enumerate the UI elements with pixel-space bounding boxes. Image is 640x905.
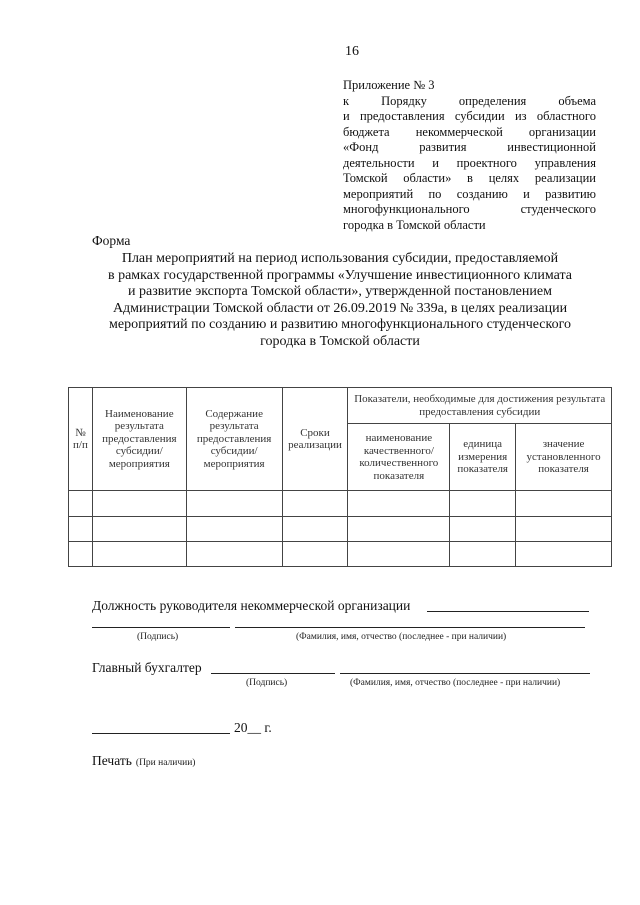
header-content: Содержание результата предоставления субсидии/ мероприятия [186,388,282,491]
accountant-fio-line[interactable] [340,673,590,674]
appendix-line: многофункционального студенческого [343,202,596,216]
stamp-label: Печать [92,753,132,768]
appendix-line: и предоставления субсидии из областного [343,109,596,123]
chief-accountant-label: Главный бухгалтер [92,660,202,675]
fio-caption: (Фамилия, имя, отчество (последнее - при наличии) [350,678,561,688]
appendix-line: «Фонд развития инвестиционной [343,140,596,154]
title-line: План мероприятий на период использования субсидии, предоставляемой [121,251,559,266]
appendix-line: к Порядку определения объема [343,93,596,108]
head-fio-line[interactable] [235,627,585,628]
document-title [70,251,610,351]
title-line: и развитие экспорта Томской области», утвержденной постановлением [128,284,552,300]
appendix-line: деятельности и проектного управления [343,155,596,170]
date-year: 20__ г. [234,720,272,735]
header-indicator-value: значение установленного показателя [516,424,612,491]
title-line: мероприятий по созданию и развитию многофункционального студенческого [109,317,571,333]
signature-caption: (Подпись) [246,678,288,688]
table-row [69,517,612,542]
appendix-line: Томской области» в целях реализации [343,171,596,185]
appendix-note [343,78,596,233]
table-row [69,542,612,567]
appendix-line: мероприятий по созданию и развитию [343,186,596,201]
head-position-label: Должность руководителя некоммерческой организации [92,598,411,613]
title-line: городка в Томской области [260,333,420,349]
title-line: Администрации Томской области от 26.09.2019 № 339а, в целях реализации [112,300,568,316]
appendix-line: бюджета некоммерческой организации [343,124,596,139]
header-terms: Сроки реализации [282,388,348,491]
stamp-area [92,752,195,770]
header-num: № п/п [69,388,93,491]
header-name: Наименование результата предоставления субсидии/ мероприятия [92,388,186,491]
head-signature-line[interactable] [92,627,230,628]
header-indicator-name: наименование качественного/ количественного показателя [348,424,450,491]
fio-caption: (Фамилия, имя, отчество (последнее - при наличии) [296,632,507,642]
header-indicator-unit: единица измерения показателя [450,424,516,491]
signature-caption: (Подпись) [137,632,179,642]
accountant-signature-line[interactable] [211,673,335,674]
appendix-line: Приложение № 3 [343,78,435,92]
head-position-line[interactable] [427,611,589,612]
table-row [69,491,612,517]
date-line[interactable] [92,733,230,734]
appendix-line: городка в Томской области [343,217,486,232]
page-number: 16 [345,44,359,59]
header-indicators: Показатели, необходимые для достижения результата предоставления субсидии [348,388,612,424]
form-label: Форма [92,233,131,248]
plan-table [68,387,612,567]
stamp-note: (При наличии) [135,758,196,768]
title-line: в рамках государственной программы «Улучшение инвестиционного климата [107,267,573,283]
